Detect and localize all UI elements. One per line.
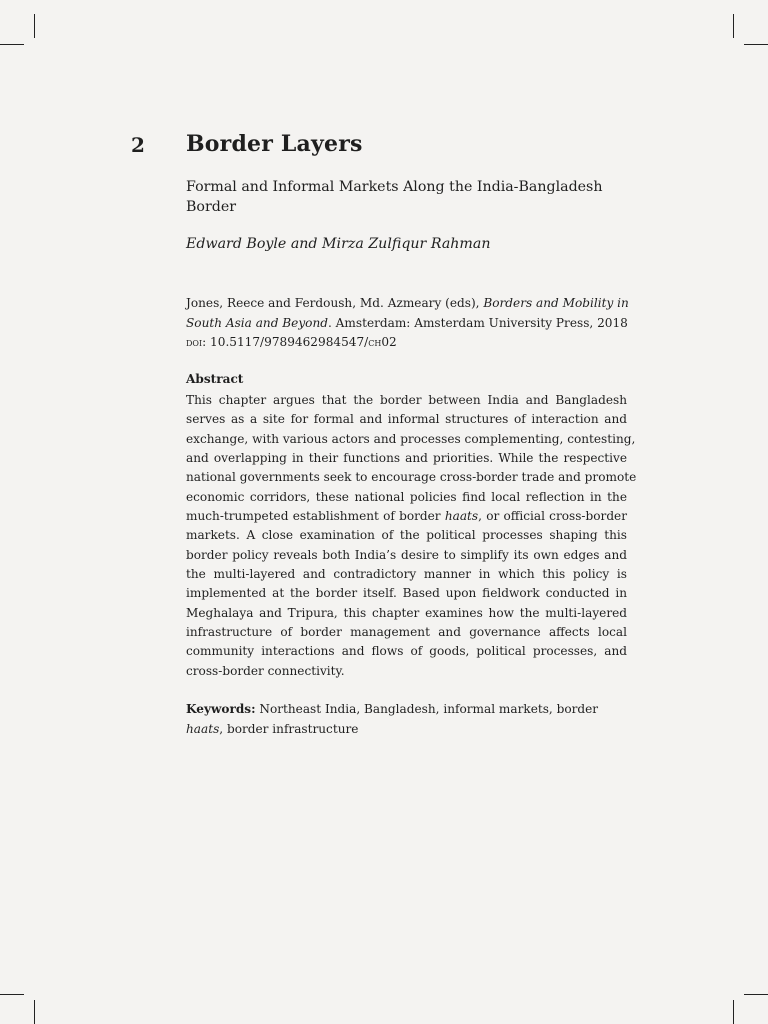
abstract-body (186, 391, 637, 681)
abstract-line: infrastructure of border management and governance affects local (186, 625, 627, 640)
abstract-line: implemented at the border itself. Based upon fieldwork conducted in (186, 586, 627, 601)
abstract-text: much-trumpeted establishment of border (186, 509, 445, 524)
crop-mark-top-right-horizontal (744, 44, 768, 45)
citation-publisher: . Amsterdam: Amsterdam University Press, 2018 (327, 315, 628, 330)
abstract-line: the multi-layered and contradictory manner in which this policy is (186, 567, 627, 582)
citation (186, 294, 634, 353)
abstract-line: and overlapping in their functions and priorities. While the respective (186, 451, 627, 466)
crop-mark-top-right-vertical (733, 14, 734, 38)
abstract-line: community interactions and flows of goods, political processes, and (186, 644, 627, 659)
crop-mark-bottom-right-horizontal (744, 994, 768, 995)
crop-mark-bottom-left-horizontal (0, 994, 24, 995)
abstract-italic-haats: haats (444, 509, 479, 524)
crop-mark-bottom-right-vertical (733, 1000, 734, 1024)
chapter-number: 2 (131, 133, 145, 157)
keywords-italic-haats: haats (186, 721, 220, 736)
keywords (186, 700, 634, 739)
abstract-line: This chapter argues that the border between India and Bangladesh (186, 393, 627, 407)
abstract-line: cross-border connectivity. (186, 663, 345, 678)
chapter-authors: Edward Boyle and Mirza Zulfiqur Rahman (186, 236, 491, 252)
citation-book-title: Borders and Mobility in South Asia and Beyond (186, 296, 629, 330)
abstract-line: border policy reveals both India’s desire to simplify its own edges and (186, 547, 627, 562)
citation-editors: Jones, Reece and Ferdoush, Md. Azmeary (eds), (186, 296, 484, 310)
keywords-text-end: , border infrastructure (219, 721, 359, 736)
abstract-line: exchange, with various actors and processes complementing, contesting, (186, 431, 636, 446)
abstract-line (186, 507, 627, 526)
chapter-subtitle: Formal and Informal Markets Along the India-Bangladesh Border (186, 179, 603, 215)
citation-doi: doi: 10.5117/9789462984547/ch02 (186, 335, 397, 350)
abstract-text: , or official cross-border (478, 509, 627, 524)
keywords-label: Keywords: (186, 702, 256, 716)
chapter-title: Border Layers (186, 131, 363, 157)
crop-mark-bottom-left-vertical (34, 1000, 35, 1024)
abstract-line: economic corridors, these national policies find local reflection in the (186, 489, 627, 504)
abstract-line: serves as a site for formal and informal structures of interaction and (186, 412, 627, 427)
abstract-line: national governments seek to encourage cross-border trade and promote (186, 470, 637, 485)
crop-mark-top-left-horizontal (0, 44, 24, 45)
abstract-line: Meghalaya and Tripura, this chapter examines how the multi-layered (186, 605, 627, 620)
keywords-text: Northeast India, Bangladesh, informal markets, border (255, 702, 599, 716)
crop-mark-top-left-vertical (34, 14, 35, 38)
abstract-line: markets. A close examination of the political processes shaping this (186, 528, 627, 543)
abstract-heading: Abstract (186, 372, 244, 386)
